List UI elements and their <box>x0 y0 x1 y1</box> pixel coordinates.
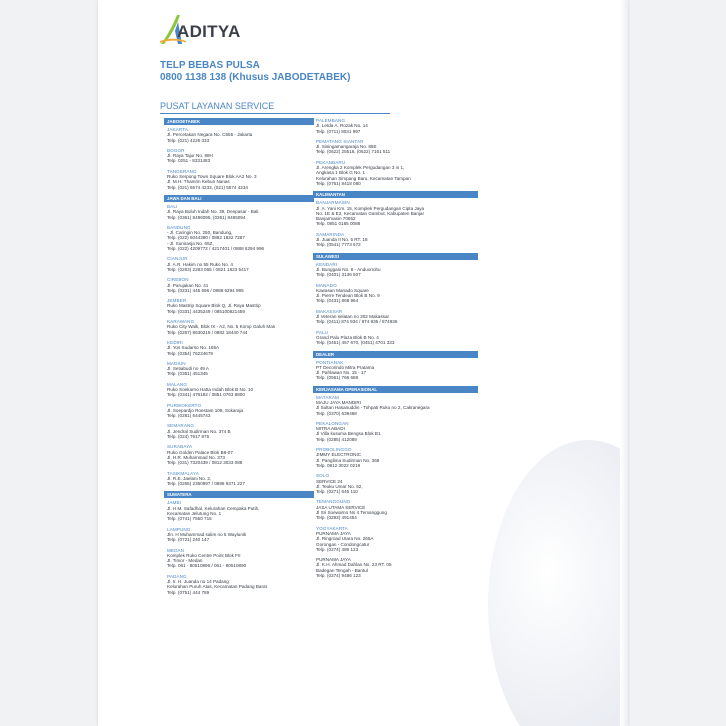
service-center-entry <box>167 444 314 465</box>
address-line: Jl Villa kusuma Bengsa Blok B1 <box>316 431 381 437</box>
service-directory-page <box>98 0 628 726</box>
city-name: TEMANGGUNG <box>316 499 351 505</box>
address-line: Jl Veteran selatan no 302 Makassar <box>316 314 390 320</box>
city-name: MALANG <box>167 381 188 387</box>
city-name: CIREBON <box>167 277 189 283</box>
address-line: Telp. (0401) 3136 507 <box>316 272 361 278</box>
city-name: PROBOLINGGO <box>316 447 352 453</box>
region-header: SULAWESI <box>313 253 478 260</box>
address-line: Telp. (022) 6044390 / 0882 1832 7287 <box>167 235 245 241</box>
city-name: PURWOKERTO <box>167 402 202 408</box>
address-line: Telp. (0561) 766 688 <box>316 375 359 381</box>
city-name: MADIUN <box>167 360 186 366</box>
address-line: Telp. (0263) 2283 065 / 0821 1823 5417 <box>167 266 249 272</box>
address-line: Kelurahan Puruh Atas, Kecamatan Padang Barat <box>167 584 267 590</box>
city-name: MEDAN <box>167 547 185 553</box>
address-line: Telp. (0370) 639468 <box>316 410 357 416</box>
address-line: Jl. Jendral Sudirman No. 374 B <box>167 428 231 434</box>
address-line: Jl. Sisingamangaraja No. 85E <box>316 144 377 150</box>
aditya-logo <box>158 12 278 46</box>
city-name: TASIKMALAYA <box>167 470 199 476</box>
address-line: Telp. (0267) 8630219 / 0882 18440 744 <box>167 329 248 335</box>
address-line: Ruko Serpong Town Square Blok AA2 No. 3 <box>167 174 257 180</box>
address-line: Ruko Mastrip Square Blok Q, Jl. Raya Mastrip <box>167 303 261 309</box>
city-name: PEMATANG SIANTAR <box>316 138 364 144</box>
address-line: Telp. (0741) 7550 715 <box>167 516 212 522</box>
address-line: Badegan Tengah - Bantul <box>316 567 368 573</box>
city-name: SOLO <box>316 473 330 479</box>
city-name: PADANG <box>167 573 187 579</box>
service-center-entry <box>167 204 314 220</box>
service-center-entry <box>316 283 478 304</box>
city-name: SAMARINDA <box>316 231 345 237</box>
address-line: Jl. Panglima Sudirman No. 368 <box>316 457 380 463</box>
region-header: KERJASAMA OPERASIONAL <box>313 386 478 393</box>
service-center-entry <box>316 330 478 346</box>
region-header: JAWA DAN BALI <box>164 195 314 202</box>
service-center-entry <box>167 574 314 595</box>
city-name: MANADO <box>316 282 337 288</box>
service-center-entry <box>167 169 314 190</box>
address-line: Telp. (0431) 868 964 <box>316 298 359 304</box>
address-line: Jl. Raya Tajur No. 88H <box>167 153 213 159</box>
city-name: KARAWANG <box>167 319 195 325</box>
address-line: Telp. 0251 - 8331483 <box>167 158 211 164</box>
service-center-entry <box>167 382 314 398</box>
address-line: Gorongan - Condongcatur <box>316 541 370 547</box>
address-line: Jl Sri Soewarno No 4 Temanggung <box>316 510 387 516</box>
address-line: JASA UTAMA SERVICE <box>316 504 366 510</box>
service-center-entry <box>316 200 478 226</box>
address-line: Jl. Soepardjo Roestam 108, Sokaraja <box>167 407 244 413</box>
service-center-entry <box>316 499 478 520</box>
address-line: Jl. Juanda II No. 5 RT. 18 <box>316 237 368 243</box>
region-header: KALIMANTAN <box>313 191 478 198</box>
service-center-entry <box>316 360 478 381</box>
address-line: Telp. (0361) 8486095, (0361) 8485094 <box>167 214 246 220</box>
address-line: Telp. (0341) 476182 / 0851 0763 8800 <box>167 392 245 398</box>
address-line: Telp. 061 - 80510896 / 061 - 80510890 <box>167 563 247 569</box>
service-center-entry <box>316 473 478 494</box>
city-name: JAMBI <box>167 500 182 506</box>
city-name: JEMBER <box>167 298 187 304</box>
service-center-entry <box>167 298 314 314</box>
city-name: TANGERANG <box>167 168 197 174</box>
service-center-entry <box>167 361 314 377</box>
service-center-entry <box>167 527 314 543</box>
service-center-entry <box>167 319 314 335</box>
address-line: Komplek Ruko Centre Point Blok FII <box>167 552 241 558</box>
address-line: MAJU JAYA MANDIRI <box>316 399 362 405</box>
address-line: Ruko City Walk, Blok IX - A2, No. 5 Komp Galuh Mas <box>167 324 276 330</box>
address-line: Telp. (0761) 8418 080 <box>316 180 361 186</box>
address-line: Telp. (0281) 6445743 <box>167 413 211 419</box>
city-name: PEKALONGAN <box>316 420 349 426</box>
city-name: BANDUNG <box>167 224 191 230</box>
address-line: Kawasan Manado Square <box>316 287 369 293</box>
address-line: Jl. Ringroad Utara No. 265A <box>316 536 374 542</box>
address-line: Telp. (0265) 2350997 / 0888 9371 227 <box>167 481 245 487</box>
service-center-entry <box>167 340 314 356</box>
service-center-entry <box>316 421 478 442</box>
service-center-entry <box>316 395 478 416</box>
address-line: Telp. (0354) 76224679 <box>167 350 213 356</box>
address-line: Kecamatan Jelutung No. 1 <box>167 511 222 517</box>
city-name: BOGOR <box>167 147 185 153</box>
address-line: Jl. Bunggasi No. 8 - Anduonohu <box>316 266 381 272</box>
address-line: Angkasa 1 Blok G No. 1 <box>316 170 366 176</box>
address-line: Jl. Percetakan Negara No. C555 - Jakarta <box>167 132 253 138</box>
address-line: Jl. Timor - Medan <box>167 558 203 564</box>
address-line: Telp. (0721) 240 147 <box>167 537 210 543</box>
address-line: Telp. (031) 7320439 / 0812 3033 088 <box>167 460 243 466</box>
city-name: PEKANBARU <box>316 159 346 165</box>
address-line: Jl. Raya Buluh Indah No. 39, Denpasar - Bali <box>167 209 259 215</box>
city-name: PALU <box>316 329 329 335</box>
city-name: SURABAYA <box>167 444 193 450</box>
page-edge <box>620 0 628 726</box>
address-line: Jl. Yos Sudarso No. 165A <box>167 345 220 351</box>
service-center-entry <box>316 139 478 155</box>
service-center-entry <box>167 403 314 419</box>
address-line: Jl. Pahlawan No. 15 - 17 <box>316 370 367 376</box>
address-line: Banjarmasin 70652 <box>316 216 356 222</box>
address-line: Telp. (0541) 7773 672 <box>316 242 361 248</box>
address-line: Jl. Arengka 2 Komplek Pergudangan 3 in 1, <box>316 165 405 171</box>
city-name: MAKASSAR <box>316 308 343 314</box>
city-name: PALEMBANG <box>316 118 346 123</box>
address-line: Telp. (0751) 444 789 <box>167 589 210 595</box>
address-line: - Jl. Caringin No. 250, Bandung, <box>167 230 233 236</box>
address-line: Grand Palu Plaza Blok B No. 4 <box>316 334 379 340</box>
service-center-entry <box>316 232 478 248</box>
address-line: SERVICE 24 <box>316 478 343 484</box>
address-line: Jl. R.E. Jaelani No. 2, <box>167 475 212 481</box>
address-line: Telp. (0411) 874 934 / 874 935 / 874936 <box>316 319 398 325</box>
address-line: Ruko Golden Palace Blok B6-07 <box>167 449 233 455</box>
city-name: CIANJUR <box>167 256 188 262</box>
region-header: DEALER <box>313 351 478 358</box>
address-line: Jl Sultan Hasanuddin - Tohpati Ruko no 2, Cakranegara <box>316 405 430 411</box>
section-divider <box>160 113 390 114</box>
brand-name: ADITYA <box>177 22 241 41</box>
address-line: Jl. H.R. Muhammad No. 373 <box>167 454 225 460</box>
right-column <box>313 118 478 583</box>
service-center-entry <box>167 148 314 164</box>
service-center-entry <box>316 526 478 552</box>
address-line: PURNAMA JAYA <box>316 557 351 563</box>
city-name: MATARAM <box>316 394 339 400</box>
address-line: Telp. (0351) 451345 <box>167 371 208 377</box>
address-line: Jl. Letda A. Rozak No. 14 <box>316 123 368 129</box>
service-center-entry <box>316 447 478 468</box>
service-center-entry <box>316 160 478 186</box>
service-center-entry <box>167 548 314 569</box>
service-center-entry <box>316 309 478 325</box>
section-title: PUSAT LAYANAN SERVICE <box>160 101 275 111</box>
city-name: PONTIANAK <box>316 359 344 365</box>
address-line: Telp. (021) 4226 333 <box>167 137 210 143</box>
address-line: PURNAMA JAYA <box>316 530 351 536</box>
address-line: Telp. (0274) 9486 123 <box>316 573 361 578</box>
address-line: Jl. H.M. Safadhal, Kelurahan Cempaka Putih, <box>167 505 260 511</box>
address-line: Telp. (022) 4209772 / 4217401 / 0888 6294 996 <box>167 246 265 252</box>
address-line: Telp. (0622) 25516, (0622) 7161 511 <box>316 149 391 155</box>
service-center-entry <box>316 557 478 578</box>
address-line: Telp. 0812 3022 0219 <box>316 462 361 468</box>
service-center-entry <box>316 262 478 278</box>
hotline-title: TELP BEBAS PULSA <box>160 60 260 71</box>
address-line: Telp. (021) 5574 4233, (021) 5574 4234 <box>167 184 248 190</box>
city-name: SEMARANG <box>167 423 195 429</box>
address-line: Telp. (0274) 486 123 <box>316 546 359 552</box>
address-line: Jl. Ir. H. Juanda no 14 Padang <box>167 579 229 584</box>
address-line: Telp. (0231) 445 696 / 0888 6294 995 <box>167 287 244 293</box>
address-line: Telp. (0331) 4435249 / 085100821459 <box>167 308 245 314</box>
address-line: Telp. (0711) 8031 997 <box>316 128 361 134</box>
service-center-entry <box>167 500 314 521</box>
address-line: Jl. M.H. Thamrin Kebun Nanas <box>167 179 230 185</box>
address-line: Telp. 0851 0185 0088 <box>316 221 361 227</box>
address-line: Telp. (0271) 645 110 <box>316 489 358 495</box>
service-center-entry <box>167 471 314 487</box>
address-line: Jl. K.H. Ahmad Dahlan No. 23 RT. 05 <box>316 562 392 568</box>
city-name: BANJARMASIN <box>316 200 350 206</box>
hotline-number: 0800 1138 138 (Khusus JABODETABEK) <box>160 72 351 83</box>
address-line: JIMMY ELECTRONIC <box>316 452 362 458</box>
service-center-entry <box>316 118 478 134</box>
address-line: No. 1E & E2, Kecamatan Gambut, Kabupaten Banjar <box>316 210 425 216</box>
city-name: LAMPUNG <box>167 526 191 532</box>
address-line: Jl. Setiabudi no 49 A <box>167 366 209 372</box>
city-name: JAKARTA <box>167 127 188 132</box>
city-name: YOGYAKARTA <box>316 525 348 531</box>
city-name: KENDARI <box>316 261 338 267</box>
service-center-entry <box>167 256 314 272</box>
address-line: Jl. Teuku Umar No. 62, <box>316 483 363 489</box>
address-line: Telp. (0293) 491454 <box>316 515 357 521</box>
address-line: Kelurahan Simpang Baru, Kecamatan Tampan <box>316 175 411 181</box>
service-center-entry <box>167 277 314 293</box>
address-line: Telp. (0285) 412089 <box>316 436 357 442</box>
address-line: Jln. H Muhammad salim no 5 Waylunik <box>167 531 247 537</box>
address-line: MITRA ABADI <box>316 426 345 432</box>
service-center-entry <box>167 127 314 143</box>
address-line: Telp. (0451) 457 670, (0451) 4701 333 <box>316 340 395 346</box>
service-center-entry <box>167 423 314 439</box>
address-line: Jl. A.R. Hakim no 55 Ruko No. 4 <box>167 261 233 267</box>
address-line: Telp. (024) 7617 875 <box>167 434 210 440</box>
region-header: SUMATERA <box>164 491 314 498</box>
address-line: Jl. Parujakan No. 41 <box>167 282 209 288</box>
background-sheen <box>488 440 628 726</box>
address-line: Jl. A. Yani Km. 15, Komplek Pergudangan Cipta Jaya <box>316 205 425 211</box>
city-name: KEDIRI <box>167 339 183 345</box>
city-name: BALI <box>167 203 178 209</box>
address-line: Ruko Soekarno Hatta Indah Blok B No. 10 <box>167 386 254 392</box>
service-center-entry <box>167 225 314 251</box>
left-column <box>164 118 314 600</box>
address-line: Jl. Pierre Tendean Blok B No. 9 <box>316 293 380 299</box>
region-header: JABODETABEK <box>164 118 314 125</box>
address-line: PT Decorindo Mitra Pratama <box>316 364 375 370</box>
address-line: - Jl. Sunirasja No. 65Z, <box>167 240 214 246</box>
